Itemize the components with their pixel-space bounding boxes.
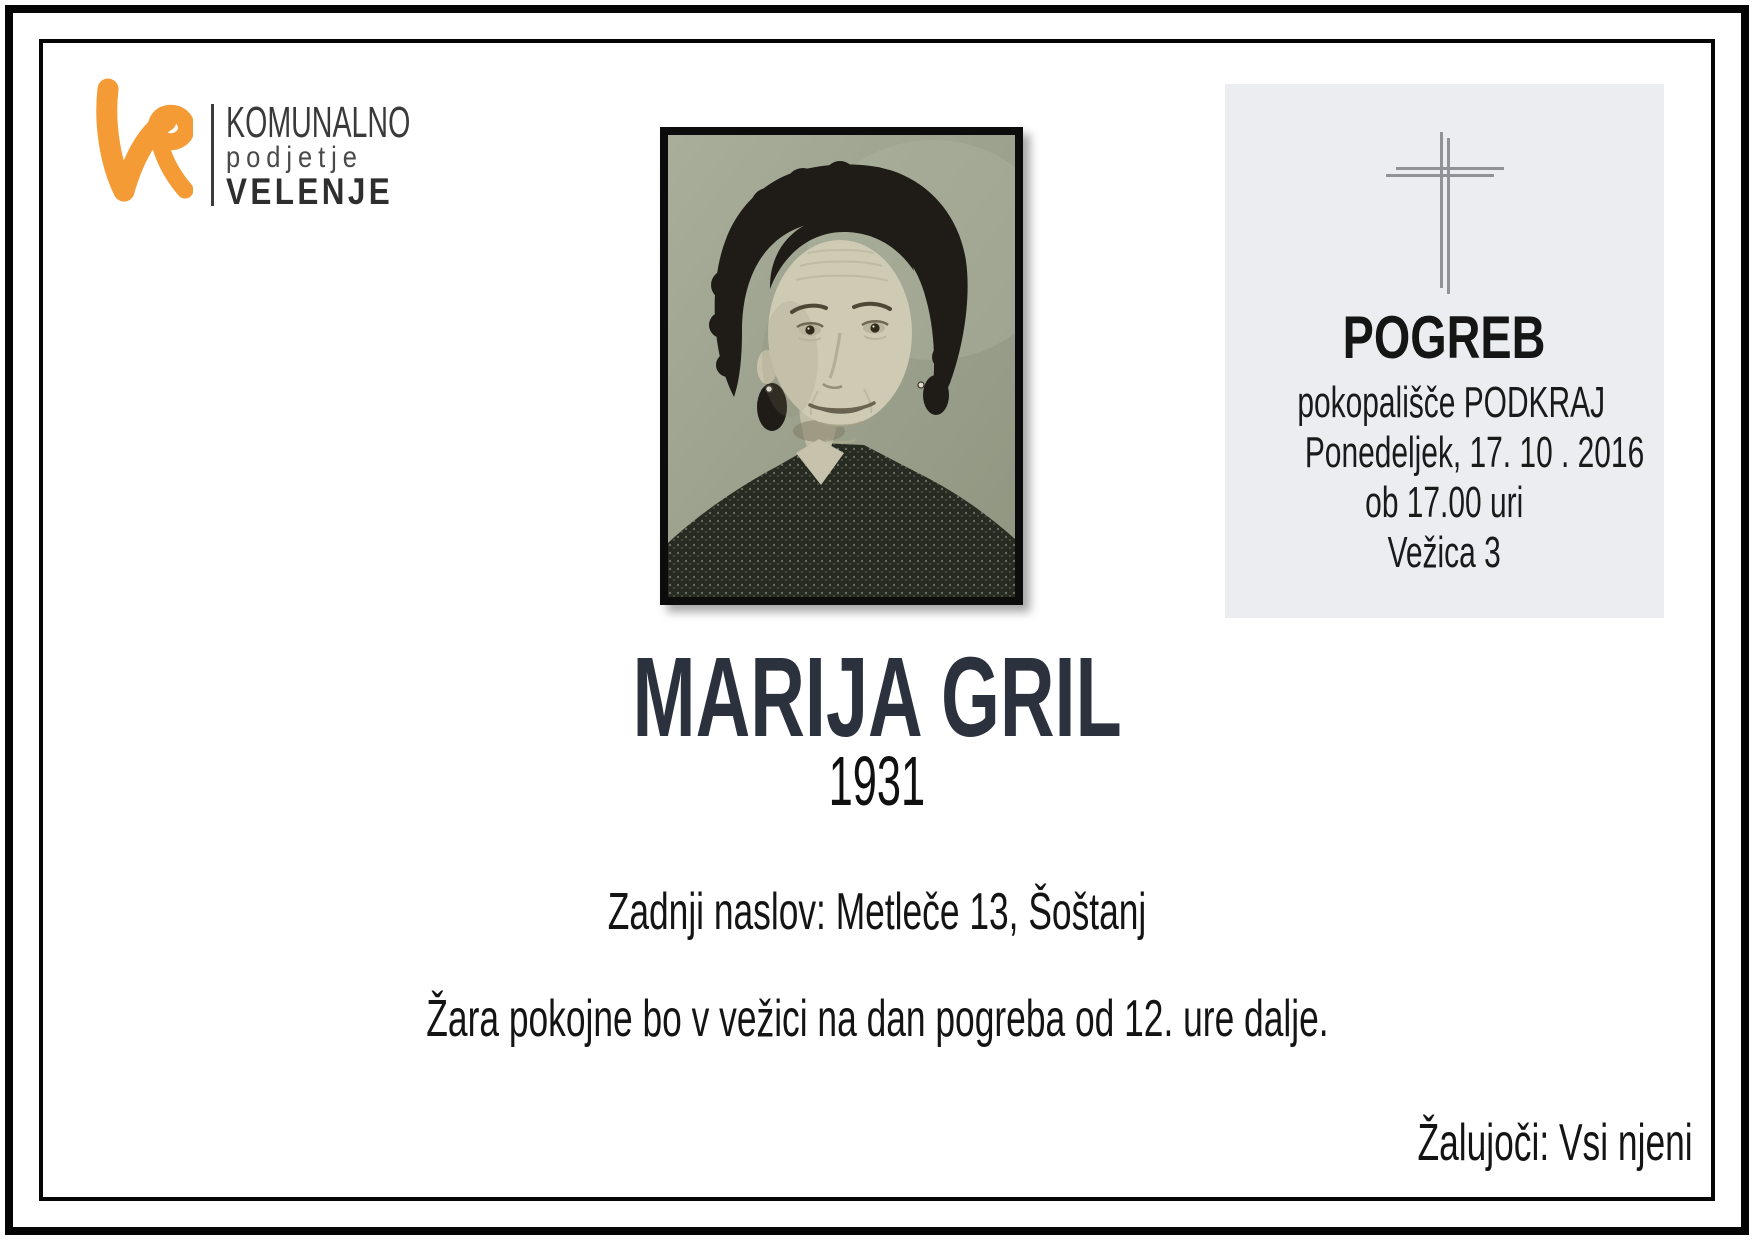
deceased-name: MARIJA GRIL — [632, 634, 1122, 760]
urn-note-line: Žara pokojne bo v vežici na dan pogreba od 12. ure dalje. — [425, 990, 1329, 1048]
cross-wrap — [1225, 132, 1664, 294]
logo-company-subtitle: podjetje — [226, 141, 363, 174]
funeral-info-box — [1225, 84, 1664, 618]
cross-icon — [1386, 132, 1504, 294]
logo-company-city: VELENJE — [226, 171, 394, 212]
logo-company-name: KOMUNALNO — [226, 98, 411, 147]
funeral-cemetery: pokopališče PODKRAJ — [1297, 378, 1606, 427]
funeral-details — [1225, 378, 1664, 578]
logo-divider — [211, 104, 214, 206]
mourners-line: Žalujoči: Vsi njeni — [1417, 1114, 1693, 1172]
logo-text — [226, 98, 510, 212]
deceased-portrait-photo — [660, 127, 1023, 605]
funeral-date: Ponedeljek, 17. 10 . 2016 — [1304, 428, 1645, 477]
logo-k-mark-icon — [88, 78, 193, 203]
portrait-illustration — [668, 135, 1015, 597]
funeral-title: POGREB — [1343, 304, 1546, 371]
deceased-birth-year: 1931 — [828, 742, 926, 820]
funeral-time: ob 17.00 uri — [1365, 478, 1524, 527]
last-address-line: Zadnji naslov: Metleče 13, Šoštanj — [607, 883, 1147, 941]
funeral-chapel: Vežica 3 — [1387, 528, 1502, 577]
company-logo — [88, 78, 510, 210]
